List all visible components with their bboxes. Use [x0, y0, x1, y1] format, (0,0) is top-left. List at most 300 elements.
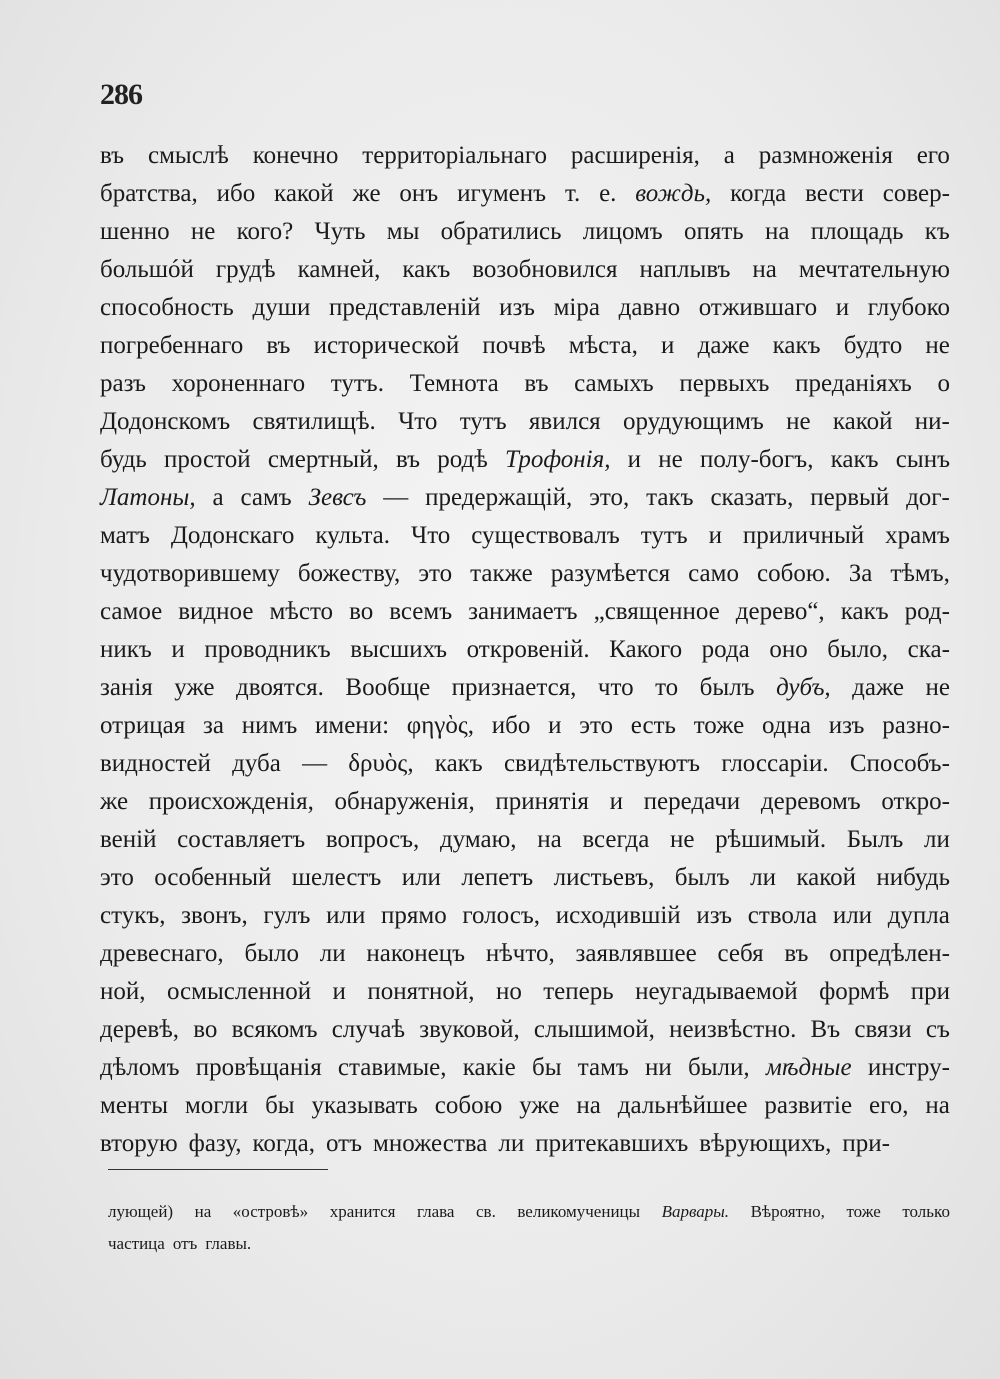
text-line: [100, 631, 950, 669]
word: мѣдные: [765, 1054, 852, 1081]
word: храмъ: [885, 522, 950, 549]
word: способность: [100, 294, 234, 321]
word: ли: [319, 940, 346, 967]
word: т.: [564, 180, 581, 207]
word: существовалъ: [471, 522, 620, 549]
word: міра: [553, 294, 600, 321]
word: лующей): [108, 1202, 174, 1221]
word: св.: [476, 1202, 496, 1221]
word: во: [349, 598, 374, 625]
word: преданіяхъ: [795, 370, 912, 397]
word: тутъ: [459, 408, 507, 435]
word: изъ: [696, 902, 733, 929]
main-text: [100, 137, 950, 1163]
word: всякомъ: [231, 1016, 318, 1043]
footnote-line: [108, 1196, 950, 1228]
word: передачи: [643, 788, 741, 815]
word: главы.: [205, 1234, 252, 1253]
word: давно: [618, 294, 681, 321]
word: деревомъ: [760, 788, 861, 815]
word: это,: [589, 484, 630, 511]
word: заявлявшее: [575, 940, 697, 967]
footnote-line: [108, 1228, 950, 1260]
word: вести: [805, 180, 864, 207]
word: явился: [528, 408, 601, 435]
word: могли: [184, 1092, 249, 1119]
word: а: [723, 142, 735, 169]
word: грудѣ: [215, 256, 276, 283]
word: и: [708, 522, 722, 549]
word: въ: [784, 940, 809, 967]
word: какіе: [462, 1054, 516, 1081]
word: и: [171, 636, 185, 663]
word: Додонскомъ: [100, 408, 231, 435]
word: отъ: [325, 1130, 363, 1157]
word: или: [326, 902, 366, 929]
word: уже: [174, 674, 215, 701]
word: не: [658, 446, 683, 473]
word: откро-: [881, 788, 950, 815]
text-line: [100, 251, 950, 289]
word: нибудь: [876, 864, 950, 891]
word: происхожденія,: [148, 788, 314, 815]
word: за: [203, 712, 224, 739]
word: есть: [630, 712, 676, 739]
word: дѣломъ: [100, 1054, 180, 1081]
word: мечтательную: [798, 256, 950, 283]
text-line: [100, 783, 950, 821]
word: былъ: [674, 864, 730, 891]
word: ставимые,: [337, 1054, 447, 1081]
word: даже: [852, 674, 905, 701]
word: какой: [274, 180, 334, 207]
word: видное: [178, 598, 254, 625]
word: φηγὸς,: [406, 712, 474, 739]
word: наплывъ: [639, 256, 731, 283]
word: глава: [416, 1202, 455, 1221]
word: звуковой,: [419, 1016, 520, 1043]
word: собою.: [757, 560, 831, 587]
word: мѣсто: [269, 598, 334, 625]
word: полу-богъ,: [699, 446, 814, 473]
word: составляетъ: [177, 826, 306, 853]
word: какъ: [840, 598, 889, 625]
word: Трофонія,: [505, 446, 611, 473]
text-line: [100, 137, 950, 175]
word: видностей: [100, 750, 211, 777]
word: притекавшихъ: [535, 1130, 689, 1157]
word: даже: [697, 332, 750, 359]
word: ска-: [907, 636, 950, 663]
word: какъ: [402, 256, 451, 283]
word: братства,: [100, 180, 198, 207]
word: вторую: [100, 1130, 178, 1157]
word: никъ: [100, 636, 152, 663]
word: погребеннаго: [100, 332, 244, 359]
text-line: [100, 479, 950, 517]
word: въ: [524, 370, 549, 397]
text-line: [100, 669, 950, 707]
word: когда: [730, 180, 787, 207]
word: проводникъ: [204, 636, 331, 663]
word: не: [925, 674, 950, 701]
word: божеству,: [297, 560, 401, 587]
word: это: [100, 864, 134, 891]
word: это: [418, 560, 453, 587]
word: самъ: [240, 484, 292, 511]
word: во: [193, 1016, 218, 1043]
text-line: [100, 441, 950, 479]
word: было: [244, 940, 299, 967]
word: не: [925, 332, 950, 359]
word: откровеній.: [466, 636, 590, 663]
word: собою: [434, 1092, 503, 1119]
word: бы: [532, 1054, 562, 1081]
word: же: [100, 788, 129, 815]
word: дальнѣйшее: [617, 1092, 748, 1119]
word: прямо: [381, 902, 447, 929]
word: хранится: [329, 1202, 396, 1221]
word: Что: [398, 408, 438, 435]
word: теперь: [543, 978, 614, 1005]
word: при: [910, 978, 950, 1005]
word: отжившаго: [698, 294, 818, 321]
word: большóй: [100, 256, 194, 283]
footnote-separator: [108, 1169, 328, 1170]
word: территоріальнаго: [362, 142, 548, 169]
word: глоссаріи.: [721, 750, 829, 777]
word: совер-: [882, 180, 950, 207]
word: тутъ: [640, 522, 688, 549]
word: связи: [854, 1016, 912, 1043]
text-line: [100, 1049, 950, 1087]
word: Вообще: [345, 674, 431, 701]
word: исходившій: [555, 902, 681, 929]
word: одна: [761, 712, 811, 739]
word: неизвѣстно.: [669, 1016, 797, 1043]
word: род-: [904, 598, 950, 625]
word: Способъ-: [849, 750, 950, 777]
word: приличный: [742, 522, 865, 549]
word: хороненнаго: [171, 370, 306, 397]
word: Додонскаго: [170, 522, 295, 549]
word: то: [655, 674, 679, 701]
word: звонъ,: [181, 902, 248, 929]
text-line: [100, 517, 950, 555]
word: развитіе: [764, 1092, 853, 1119]
word: предержащій,: [425, 484, 573, 511]
word: указывать: [311, 1092, 418, 1119]
word: души: [252, 294, 311, 321]
word: смыслѣ: [147, 142, 229, 169]
word: же: [352, 180, 381, 207]
word: —: [302, 750, 328, 777]
word: въ: [100, 142, 125, 169]
word: дог-: [906, 484, 950, 511]
text-line: [100, 289, 950, 327]
word: или: [832, 902, 873, 929]
word: сказать,: [710, 484, 794, 511]
word: возобновился: [472, 256, 618, 283]
word: гулъ: [263, 902, 311, 929]
word: также: [470, 560, 533, 587]
word: Латоны,: [100, 484, 196, 511]
text-line: [100, 707, 950, 745]
word: ной,: [100, 978, 146, 1005]
word: а: [212, 484, 224, 511]
word: это: [579, 712, 614, 739]
word: менты: [100, 1092, 169, 1119]
word: нѣчто,: [485, 940, 555, 967]
word: площадь: [810, 218, 904, 245]
word: камней,: [297, 256, 381, 283]
word: «островѣ»: [232, 1202, 309, 1221]
word: частица: [108, 1234, 165, 1253]
word: орудующимъ: [622, 408, 764, 435]
word: особенный: [154, 864, 272, 891]
word: обнаруженія,: [334, 788, 475, 815]
word: какъ: [830, 446, 879, 473]
word: чудотворившему: [100, 560, 280, 587]
text-line: [100, 175, 950, 213]
word: изъ: [828, 712, 865, 739]
word: и: [835, 294, 850, 321]
text-line: [100, 327, 950, 365]
word: листьевъ,: [553, 864, 655, 891]
word: самое: [100, 598, 163, 625]
word: множества: [373, 1130, 488, 1157]
word: на: [576, 1092, 601, 1119]
word: формѣ: [819, 978, 890, 1005]
word: на: [764, 218, 790, 245]
word: мѣста,: [568, 332, 638, 359]
text-line: [100, 935, 950, 973]
word: не: [190, 218, 216, 245]
text-line: [100, 555, 950, 593]
word: смертный,: [267, 446, 379, 473]
word: Что: [410, 522, 451, 549]
word: наконецъ: [366, 940, 466, 967]
word: самыхъ: [574, 370, 654, 397]
word: тѣмъ,: [890, 560, 950, 587]
word: но: [495, 978, 522, 1005]
word: разумѣется: [550, 560, 671, 587]
word: было,: [827, 636, 889, 663]
word: родѣ: [437, 446, 488, 473]
word: фазу,: [188, 1130, 242, 1157]
word: на: [537, 826, 562, 853]
word: ибо: [216, 180, 256, 207]
word: Чуть: [314, 218, 366, 245]
word: или: [401, 864, 441, 891]
word: и: [548, 712, 562, 739]
text-line: [100, 897, 950, 935]
word: разъ: [100, 370, 146, 397]
word: дупла: [887, 902, 950, 929]
word: всемъ: [389, 598, 453, 625]
word: какъ: [772, 332, 821, 359]
text-line: [100, 213, 950, 251]
text-line: [100, 1087, 950, 1125]
word: всегда: [582, 826, 650, 853]
word: е.: [599, 180, 617, 207]
word: опредѣлен-: [829, 940, 950, 967]
word: Зевсъ: [308, 484, 367, 511]
text-line: [100, 403, 950, 441]
word: какъ: [434, 750, 483, 777]
word: вопросъ,: [325, 826, 420, 853]
word: въ: [266, 332, 291, 359]
word: тутъ.: [330, 370, 384, 397]
word: шенно: [100, 218, 170, 245]
word: не: [786, 408, 811, 435]
word: —: [383, 484, 409, 511]
word: провѣщанія: [195, 1054, 322, 1081]
word: размноженія: [758, 142, 893, 169]
word: себя: [717, 940, 764, 967]
word: Вѣроятно,: [750, 1202, 825, 1221]
word: ли: [750, 864, 776, 891]
text-line: [100, 1125, 950, 1163]
word: культа.: [315, 522, 391, 549]
word: деревѣ,: [100, 1016, 180, 1043]
word: мы: [386, 218, 420, 245]
word: За: [848, 560, 873, 587]
word: ствола: [747, 902, 818, 929]
word: только: [902, 1202, 950, 1221]
word: что: [597, 674, 634, 701]
word: и: [609, 788, 623, 815]
word: не: [670, 826, 695, 853]
word: исторической: [313, 332, 460, 359]
word: тоже: [693, 712, 745, 739]
word: оно: [769, 636, 808, 663]
word: представленій: [328, 294, 481, 321]
word: съ: [925, 1016, 950, 1043]
word: изъ: [499, 294, 535, 321]
word: простой: [164, 446, 251, 473]
word: признается,: [451, 674, 577, 701]
word: конечно: [252, 142, 339, 169]
word: Въ: [810, 1016, 841, 1043]
word: дубъ,: [776, 674, 831, 701]
word: и: [332, 978, 346, 1005]
word: кого?: [236, 218, 294, 245]
word: осмысленной: [166, 978, 312, 1005]
word: матъ: [100, 522, 150, 549]
word: почвѣ: [482, 332, 546, 359]
word: ибо: [491, 712, 531, 739]
text-line: [100, 859, 950, 897]
word: имени:: [315, 712, 390, 739]
text-line: [100, 745, 950, 783]
word: великомученицы: [517, 1202, 641, 1221]
text-line: [100, 973, 950, 1011]
word: ни-: [914, 408, 950, 435]
word: Былъ: [846, 826, 904, 853]
word: при-: [842, 1130, 890, 1157]
word: вождь,: [635, 180, 712, 207]
word: будь: [100, 446, 147, 473]
word: отрицая: [100, 712, 186, 739]
word: ни: [645, 1054, 672, 1081]
text-line: [100, 821, 950, 859]
word: такъ: [646, 484, 694, 511]
word: къ: [924, 218, 950, 245]
word: древеснаго,: [100, 940, 224, 967]
word: свидѣтельствуютъ: [503, 750, 701, 777]
word: уже: [519, 1092, 560, 1119]
page-number: 286: [100, 78, 142, 111]
word: понятной,: [367, 978, 475, 1005]
word: бы: [265, 1092, 295, 1119]
word: и: [627, 446, 642, 473]
word: Какого: [609, 636, 683, 663]
word: слышимой,: [533, 1016, 655, 1043]
word: вѣрующихъ,: [699, 1130, 832, 1157]
word: его: [916, 142, 950, 169]
word: отъ: [172, 1234, 198, 1253]
word: о: [937, 370, 950, 397]
word: игуменъ: [457, 180, 547, 207]
word: само: [688, 560, 739, 587]
word: дуба: [232, 750, 281, 777]
word: ли: [498, 1130, 525, 1157]
word: былъ: [699, 674, 755, 701]
word: на: [752, 256, 777, 283]
word: первый: [810, 484, 890, 511]
word: случаѣ: [331, 1016, 406, 1043]
word: Варвары.: [661, 1202, 730, 1221]
word: расширенія,: [570, 142, 700, 169]
word: рѣшимый.: [715, 826, 827, 853]
word: въ: [395, 446, 421, 473]
word: когда,: [252, 1130, 315, 1157]
text-line: [100, 593, 950, 631]
word: принятія: [495, 788, 589, 815]
word: лицомъ: [582, 218, 663, 245]
word: высшихъ: [350, 636, 448, 663]
word: будто: [843, 332, 903, 359]
word: дерево“,: [735, 598, 825, 625]
word: Темнота: [409, 370, 499, 397]
word: веній: [100, 826, 157, 853]
word: голосъ,: [462, 902, 541, 929]
word: и: [661, 332, 675, 359]
text-line: [100, 365, 950, 403]
word: инстру-: [867, 1054, 950, 1081]
text-line: [100, 1011, 950, 1049]
word: первыхъ: [679, 370, 770, 397]
word: стукъ,: [100, 902, 166, 929]
word: шелестъ: [291, 864, 382, 891]
word: разно-: [882, 712, 950, 739]
word: рода: [701, 636, 750, 663]
word: δρυὸς,: [348, 750, 414, 777]
word: думаю,: [439, 826, 517, 853]
word: тамъ: [577, 1054, 629, 1081]
word: занія: [100, 674, 153, 701]
word: сынъ: [895, 446, 950, 473]
word: неугадываемой: [635, 978, 798, 1005]
word: его,: [868, 1092, 909, 1119]
word: тоже: [846, 1202, 881, 1221]
word: опять: [684, 218, 744, 245]
word: какой: [796, 864, 856, 891]
word: были,: [688, 1054, 750, 1081]
word: онъ: [399, 180, 439, 207]
word: ли: [924, 826, 950, 853]
